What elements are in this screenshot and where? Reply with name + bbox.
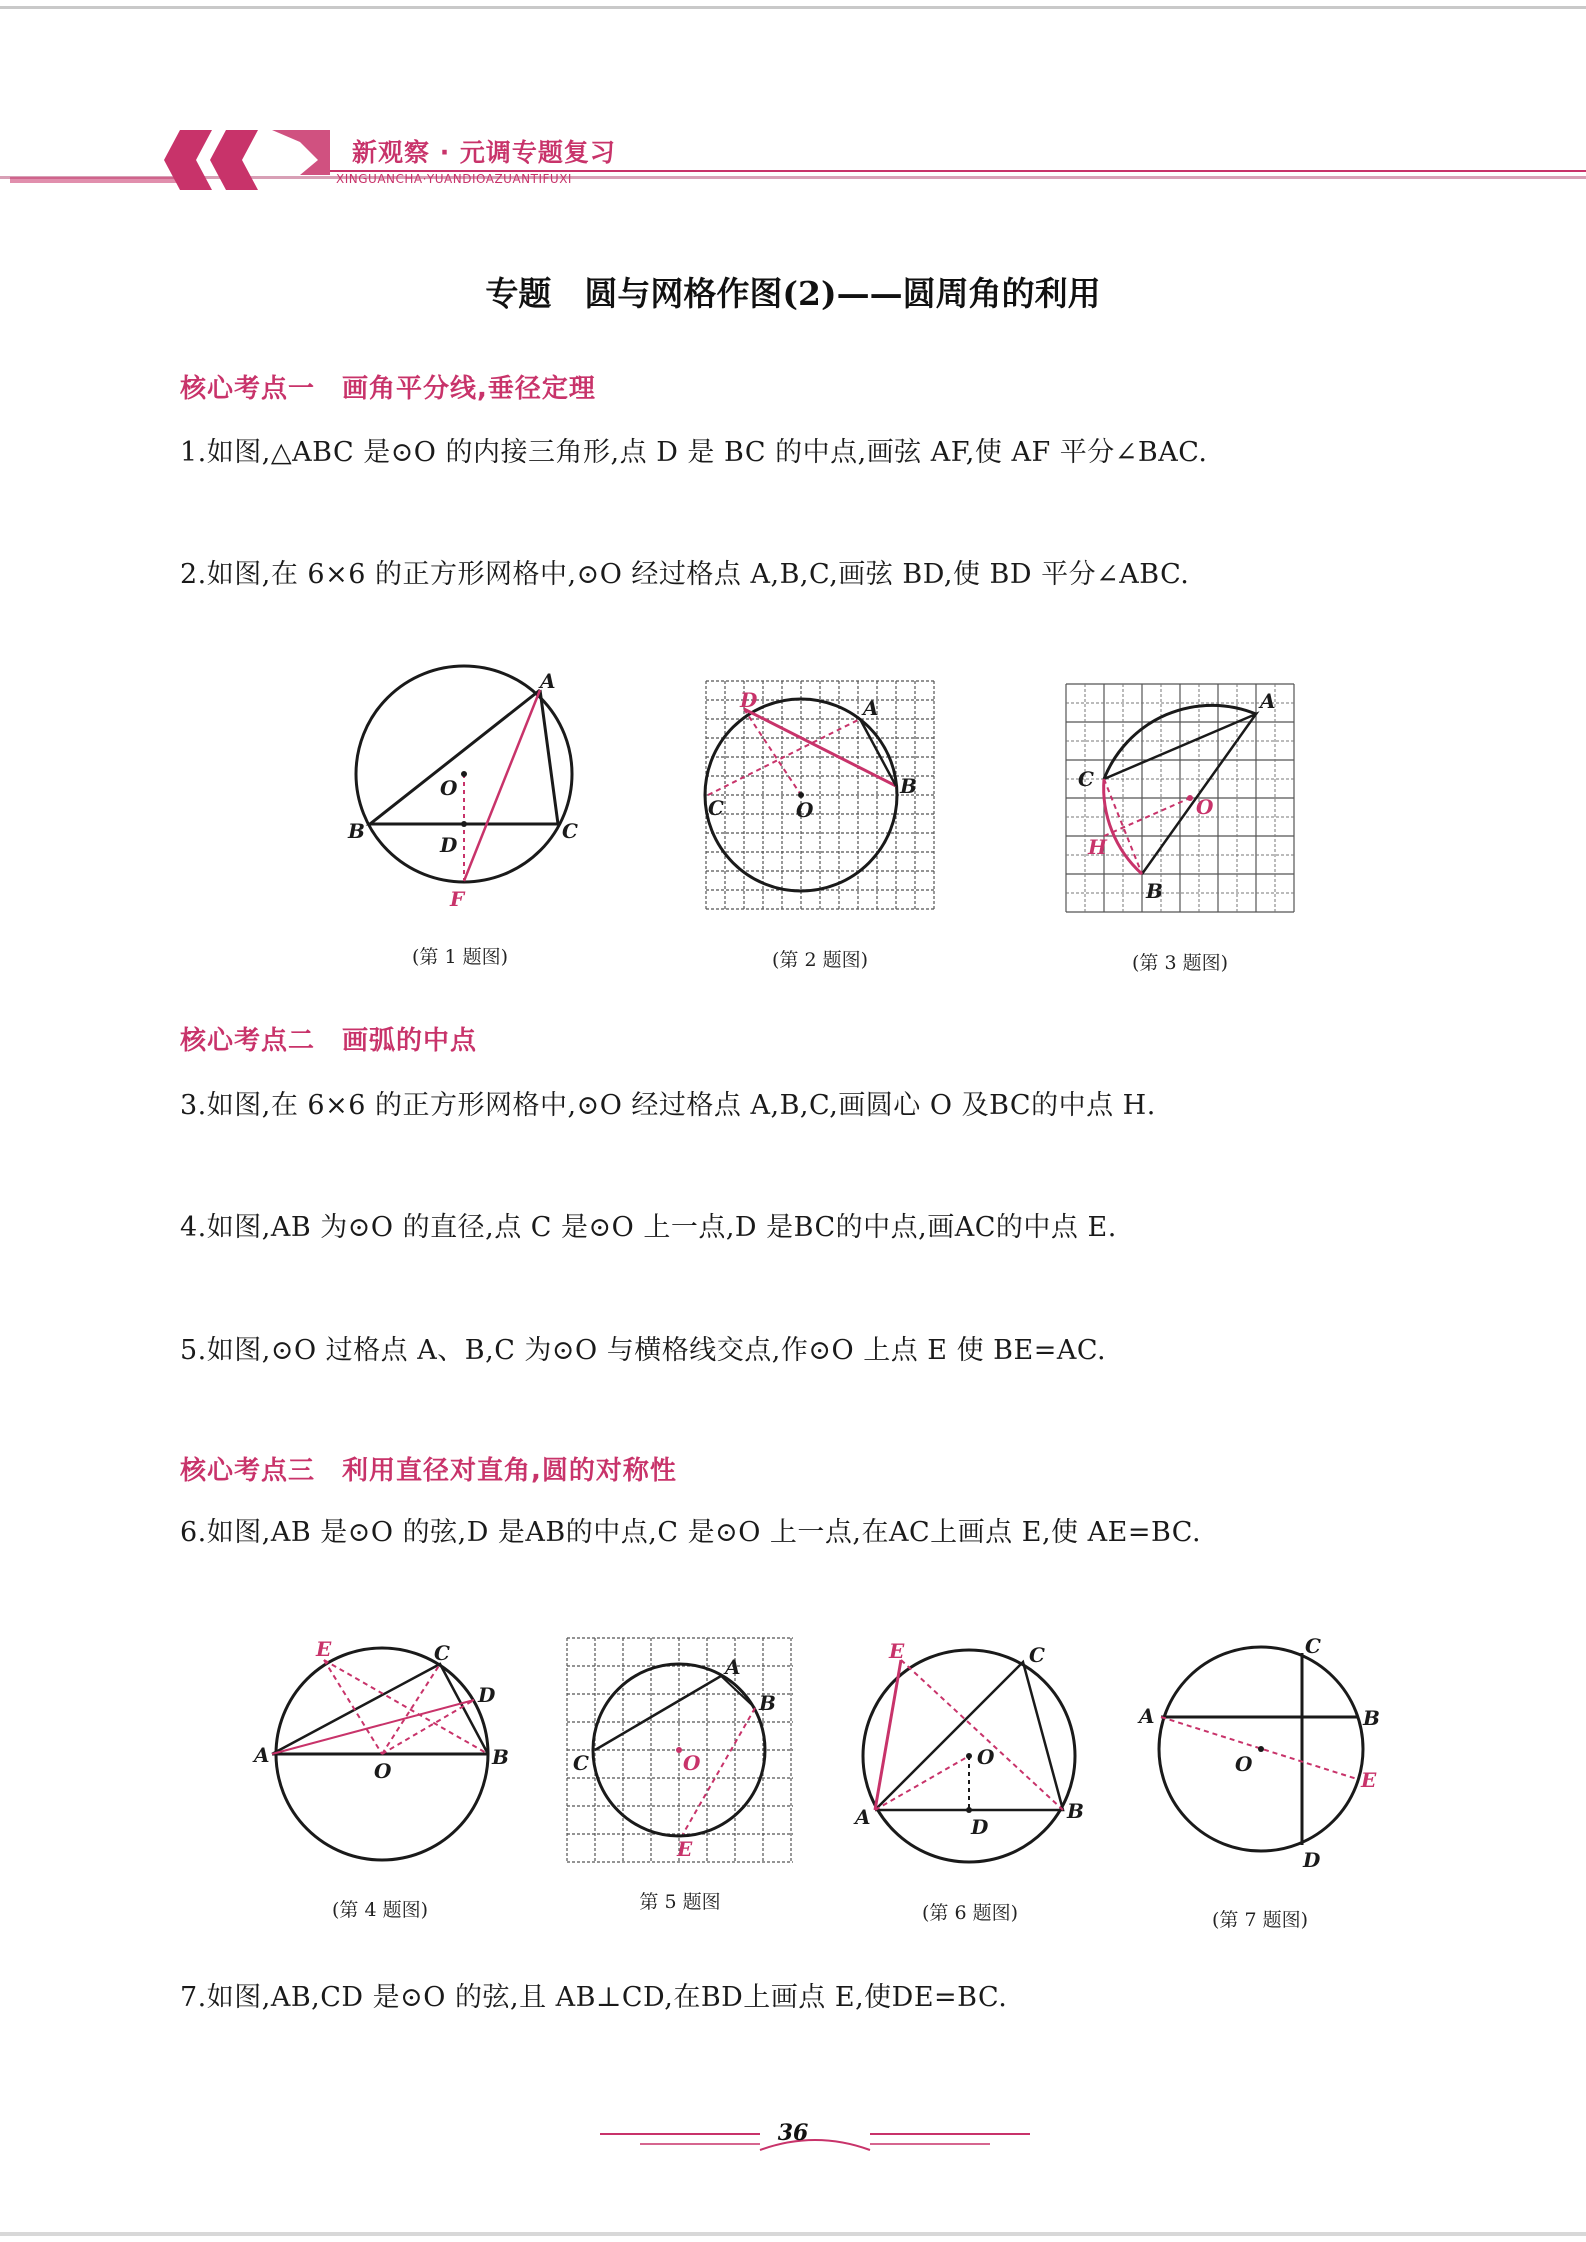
fig6-label-O: O	[977, 1745, 995, 1769]
fig1-label-B: B	[348, 819, 365, 843]
section-heading-1: 核心考点一 画角平分线,垂径定理	[180, 374, 596, 404]
fig1-label-C: C	[562, 819, 578, 843]
question-3: 3.如图,在 6×6 的正方形网格中,⊙O 经过格点 A,B,C,画圆心 O 及BC的中点 H.	[180, 1090, 1156, 1121]
fig5-label-B: B	[759, 1691, 776, 1715]
figure-5	[565, 1636, 795, 1866]
figure-4	[254, 1637, 509, 1870]
brand-subtitle: XINGUANCHA·YUANDIOAZUANTIFUXI	[336, 172, 572, 186]
question-7: 7.如图,AB,CD 是⊙O 的弦,且 AB⊥CD,在BD上画点 E,使DE=BC.	[180, 1982, 1008, 2013]
question-1: 1.如图,△ABC 是⊙O 的内接三角形,点 D 是 BC 的中点,画弦 AF,使 AF 平分∠BAC.	[180, 437, 1208, 468]
figure-6	[845, 1640, 1085, 1870]
figure-3	[1060, 678, 1300, 918]
fig3-label-C: C	[1078, 767, 1094, 791]
question-2: 2.如图,在 6×6 的正方形网格中,⊙O 经过格点 A,B,C,画弦 BD,使 BD 平分∠ABC.	[180, 559, 1190, 590]
caption-figure-7: (第 7 题图)	[1212, 1909, 1308, 1931]
fig4-label-A: A	[254, 1743, 270, 1767]
fig4-label-D: D	[478, 1683, 496, 1707]
fig2-label-A: A	[863, 696, 879, 720]
fig3-label-O: O	[1196, 795, 1214, 819]
fig5-label-E: E	[677, 1837, 693, 1861]
fig4-label-O: O	[374, 1759, 392, 1783]
fig4-label-E: E	[316, 1637, 332, 1661]
fig2-label-B: B	[900, 774, 917, 798]
fig3-label-A: A	[1260, 689, 1276, 713]
fig7-label-C: C	[1305, 1634, 1321, 1658]
section-heading-3: 核心考点三 利用直径对直角,圆的对称性	[180, 1456, 677, 1486]
fig4-label-C: C	[434, 1641, 450, 1665]
fig6-label-C: C	[1029, 1643, 1045, 1667]
page-number: 36	[777, 2120, 809, 2146]
fig1-label-A: A	[540, 669, 556, 693]
fig5-label-A: A	[725, 1655, 741, 1679]
fig6-label-A: A	[855, 1805, 871, 1829]
brand-title: 新观察 · 元调专题复习	[352, 138, 616, 167]
fig6-label-D: D	[971, 1815, 989, 1839]
caption-figure-1: (第 1 题图)	[412, 946, 508, 968]
caption-figure-5: 第 5 题图	[639, 1891, 721, 1913]
figure-7	[1135, 1635, 1395, 1875]
header-dash-pattern	[10, 177, 180, 183]
question-4: 4.如图,AB 为⊙O 的直径,点 C 是⊙O 上一点,D 是BC的中点,画AC的中点 E.	[180, 1212, 1117, 1243]
fig3-label-H: H	[1088, 835, 1107, 859]
figure-1	[340, 660, 600, 920]
caption-figure-4: (第 4 题图)	[332, 1899, 428, 1921]
question-6: 6.如图,AB 是⊙O 的弦,D 是AB的中点,C 是⊙O 上一点,在AC上画点 E,使 AE=BC.	[180, 1517, 1202, 1548]
chevron-icon-2	[210, 130, 258, 190]
fig3-label-B: B	[1146, 879, 1163, 903]
fig1-label-D: D	[440, 833, 458, 857]
caption-figure-2: (第 2 题图)	[772, 949, 868, 971]
fig7-label-O: O	[1235, 1752, 1253, 1776]
chevron-icon-3	[272, 130, 330, 175]
question-5: 5.如图,⊙O 过格点 A、B,C 为⊙O 与横格线交点,作⊙O 上点 E 使 BE=AC.	[180, 1335, 1107, 1366]
fig7-label-D: D	[1303, 1848, 1321, 1872]
section-heading-2: 核心考点二 画弧的中点	[180, 1026, 478, 1056]
fig2-label-O: O	[796, 798, 814, 822]
fig5-label-C: C	[573, 1751, 589, 1775]
fig1-label-F: F	[450, 887, 465, 911]
caption-figure-6: (第 6 题图)	[922, 1902, 1018, 1924]
caption-figure-3: (第 3 题图)	[1132, 952, 1228, 974]
fig6-label-E: E	[889, 1639, 905, 1663]
header-banner	[0, 130, 1586, 190]
page-title: 专题 圆与网格作图(2)——圆周角的利用	[485, 274, 1101, 313]
fig2-label-C: C	[708, 796, 724, 820]
fig7-label-B: B	[1363, 1706, 1380, 1730]
footer-ornament	[590, 2120, 1040, 2160]
figure-2	[700, 675, 940, 915]
fig1-label-O: O	[440, 776, 458, 800]
top-rule	[0, 6, 1586, 9]
fig6-label-B: B	[1067, 1799, 1084, 1823]
fig5-label-O: O	[683, 1751, 701, 1775]
fig7-label-A: A	[1139, 1704, 1155, 1728]
bottom-rule	[0, 2232, 1586, 2236]
fig4-label-B: B	[492, 1745, 509, 1769]
fig7-label-E: E	[1361, 1768, 1377, 1792]
fig2-label-D: D	[740, 688, 758, 712]
